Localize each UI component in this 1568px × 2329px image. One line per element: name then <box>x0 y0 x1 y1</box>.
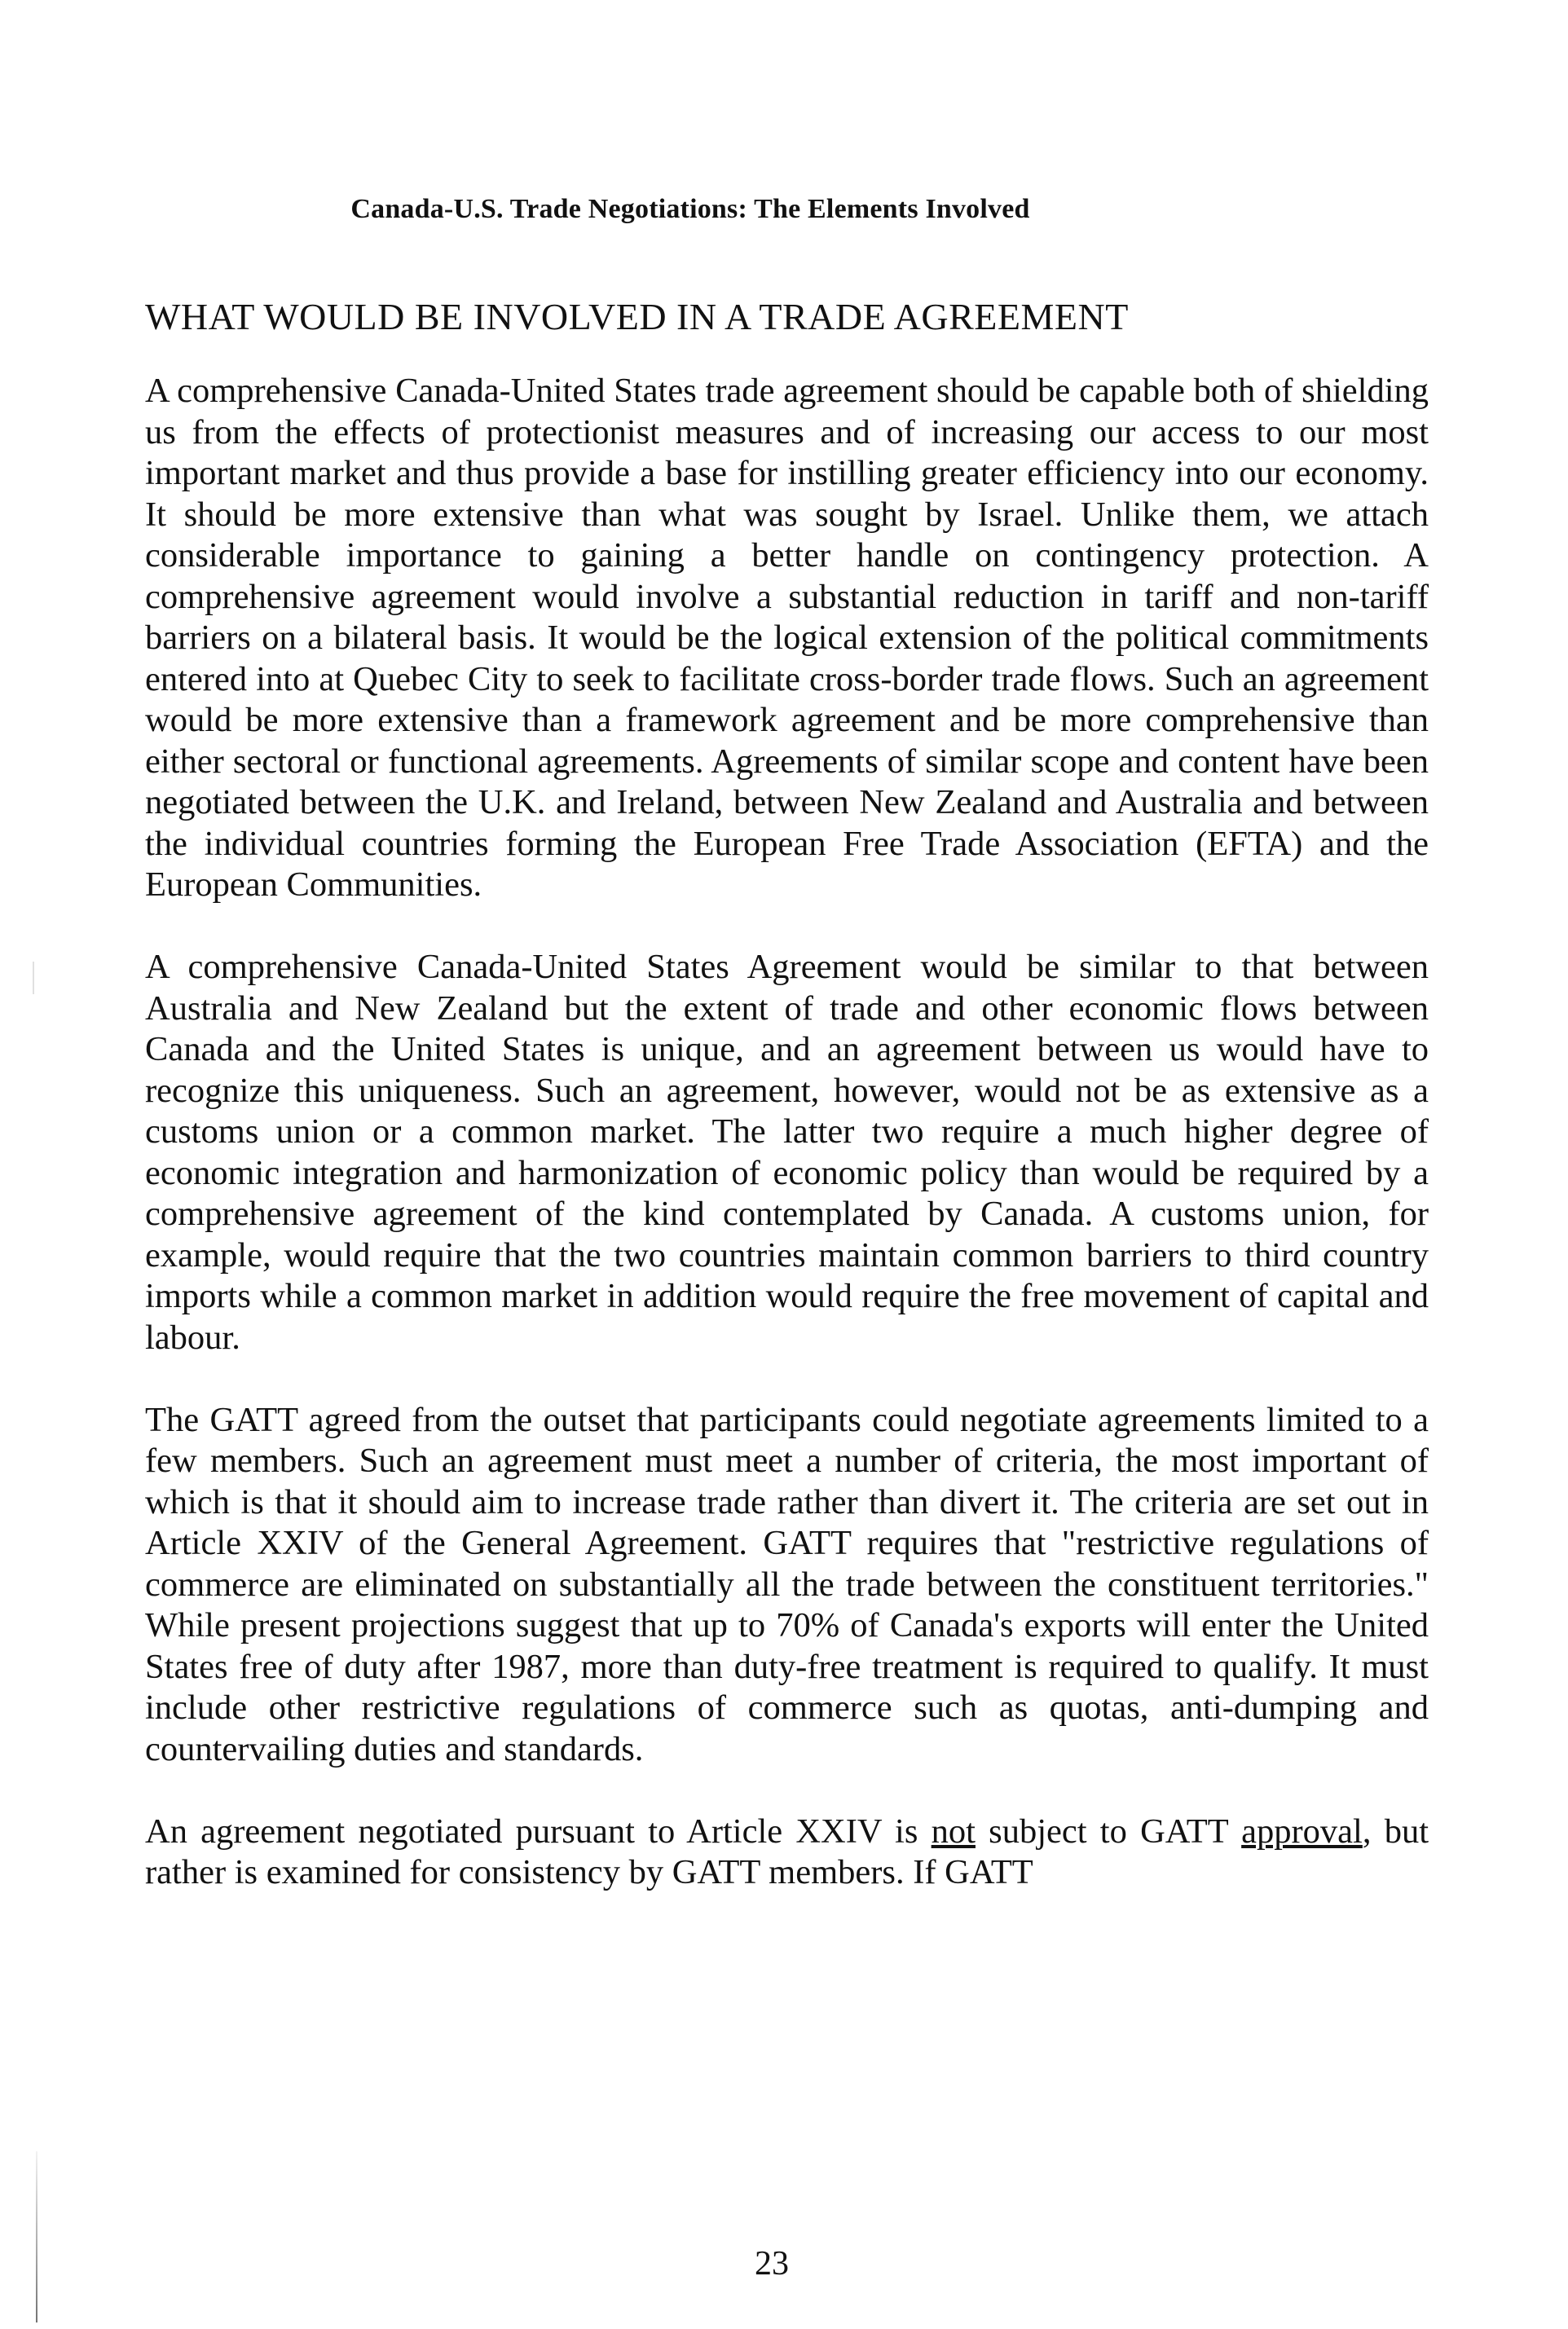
page-number: 23 <box>755 2245 789 2283</box>
scan-edge-line <box>36 2151 37 2322</box>
underlined-not: not <box>931 1812 976 1851</box>
paragraph-1: A comprehensive Canada-United States trade agreement should be capable both of shielding us from the effects of protectionist measures and of increasing our access to our most important market and thus provide a base for instilling greater efficiency into our economy. It should be more extensive than what was sought by Israel. Unlike them, we attach considerable importance to gaining a better handle on contingency protection. A comprehensive agreement would involve a substantial reduction in tariff and non-tariff barriers on a bilateral basis. It would be the logical extension of the political commitments entered into at Quebec City to seek to facilitate cross-border trade flows. Such an agreement would be more extensive than a framework agreement and be more comprehensive than either sectoral or functional agreements. Agreements of similar scope and content have been negotiated between the U.K. and Ireland, between New Zealand and Australia and between the individual countries forming the European Free Trade Association (EFTA) and the European Communities. <box>145 372 1429 904</box>
underlined-approval: approval <box>1241 1812 1363 1851</box>
paragraph-4-text-c: , but rather is examined for consistency by GATT members. If GATT <box>145 1812 1429 1891</box>
body-text <box>145 371 1429 1894</box>
paragraph-2: A comprehensive Canada-United States Agreement would be similar to that between Australia and New Zealand but the extent of trade and other economic flows between Canada and the United States is unique, and an agreement between us would have to recognize this uniqueness. Such an agreement, however, would not be as extensive as a customs union or a common market. The latter two require a much higher degree of economic integration and harmonization of economic policy than would be required by a comprehensive agreement of the kind contemplated by Canada. A customs union, for example, would require that the two countries maintain common barriers to third country imports while a common market in addition would require the free movement of capital and labour. <box>145 948 1429 1357</box>
scan-margin-mark <box>33 962 34 994</box>
running-header: Canada-U.S. Trade Negotiations: The Elements Involved <box>350 194 1030 224</box>
paragraph-3: The GATT agreed from the outset that participants could negotiate agreements limited to a few members. Such an agreement must meet a number of criteria, the most important of which is that it should aim to increase trade rather than divert it. The criteria are set out in Article XXIV of the General Agreement. GATT requires that "restrictive regulations of commerce are eliminated on substantially all the trade between the constituent territories." While present projections suggest that up to 70% of Canada's exports will enter the United States free of duty after 1987, more than duty-free treatment is required to qualify. It must include other restrictive regulations of commerce such as quotas, anti-dumping and countervailing duties and standards. <box>145 1400 1429 1768</box>
section-heading: WHAT WOULD BE INVOLVED IN A TRADE AGREEMENT <box>145 296 1129 337</box>
paragraph-4-text-b: subject to GATT <box>975 1812 1242 1851</box>
paragraph-4-text-a: An agreement negotiated pursuant to Article XXIV is <box>145 1812 932 1851</box>
paragraph-4 <box>145 1812 1429 1894</box>
